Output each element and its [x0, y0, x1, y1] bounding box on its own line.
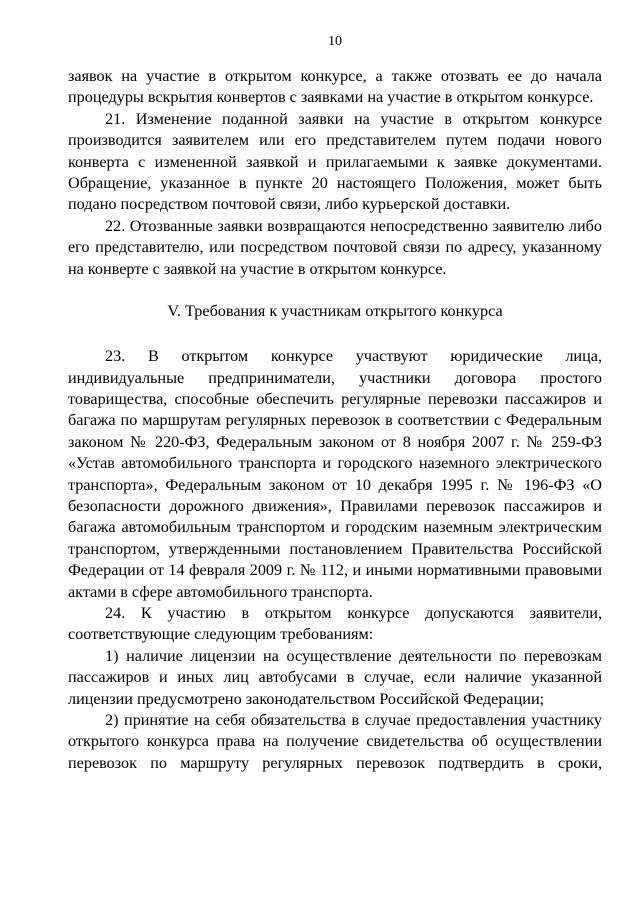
text-line: 23. В открытом конкурсе участвуют юридические лица, — [105, 347, 602, 366]
text-line: на конверте с заявкой на участие в открытом конкурсе. — [68, 259, 447, 278]
text-line: процедуры вскрытия конвертов с заявками на участие в открытом конкурсе. — [68, 88, 594, 107]
paragraph-intro — [68, 66, 602, 109]
text-line: лицензии предусмотрено законодательством Российской Федерации; — [68, 689, 545, 708]
text-line: индивидуальные предприниматели, участники договора простого — [68, 368, 602, 387]
text-line: транспортом, утвержденными постановлением Правительства Российской — [68, 539, 602, 558]
text-line: законом № 220-ФЗ, Федеральным законом от 8 ноября 2007 г. № 259-ФЗ — [68, 432, 602, 451]
text-line: его представителю, или посредством почтовой связи по адресу, указанному — [68, 238, 602, 257]
text-line: безопасности дорожного движения», Правилами перевозок пассажиров и — [68, 497, 602, 516]
text-line: транспорта», Федеральным законом от 10 декабря 1995 г. № 196-ФЗ «О — [68, 475, 602, 494]
paragraph-24 — [68, 603, 602, 646]
text-line: 2) принятие на себя обязательства в случае предоставления участнику — [105, 710, 602, 729]
text-line: открытого конкурса права на получение свидетельства об осуществлении — [68, 732, 602, 751]
text-line: багажа по маршрутам регулярных перевозок в соответствии с Федеральным — [68, 411, 602, 430]
paragraph-22 — [68, 216, 602, 280]
text-line: соответствующие следующим требованиям: — [68, 625, 374, 644]
text-line: «Устав автомобильного транспорта и городского наземного электрического — [68, 454, 602, 473]
text-line: 24. К участию в открытом конкурсе допускаются заявители, — [105, 603, 602, 622]
text-line: подано посредством почтовой связи, либо курьерской доставки. — [68, 195, 511, 214]
paragraph-23 — [68, 346, 602, 603]
text-line: заявок на участие в открытом конкурсе, а также отозвать ее до начала — [68, 67, 602, 85]
text-line: товарищества, способные обеспечить регулярные перевозки пассажиров и — [68, 390, 602, 409]
text-line: конверта с измененной заявкой и прилагаемыми к заявке документами. — [68, 152, 602, 171]
paragraph-24-item-1 — [68, 646, 602, 710]
text-line: 21. Изменение поданной заявки на участие в открытом конкурсе — [105, 109, 602, 128]
document-body — [68, 66, 602, 774]
text-line: пассажиров и иных лиц автобусами в случае, если наличие указанной — [68, 668, 602, 687]
text-line: актами в сфере автомобильного транспорта. — [68, 582, 373, 601]
page-number: 10 — [328, 34, 342, 49]
paragraph-21 — [68, 109, 602, 216]
text-line: перевозок по маршруту регулярных перевозок подтвердить в сроки, — [68, 753, 602, 772]
text-line: Обращение, указанное в пункте 20 настоящего Положения, может быть — [68, 173, 602, 192]
text-line: 1) наличие лицензии на осуществление деятельности по перевозкам — [105, 646, 602, 665]
text-line: Федерации от 14 февраля 2009 г. № 112, и иными нормативными правовыми — [68, 561, 602, 580]
paragraph-24-item-2 — [68, 710, 602, 774]
text-line: 22. Отозванные заявки возвращаются непосредственно заявителю либо — [105, 216, 602, 235]
section-heading: V. Требования к участникам открытого конкурса — [167, 301, 503, 320]
text-line: производится заявителем или его представителем путем подачи нового — [68, 131, 602, 150]
text-line: багажа автомобильным транспортом и городским наземным электрическим — [68, 518, 602, 537]
